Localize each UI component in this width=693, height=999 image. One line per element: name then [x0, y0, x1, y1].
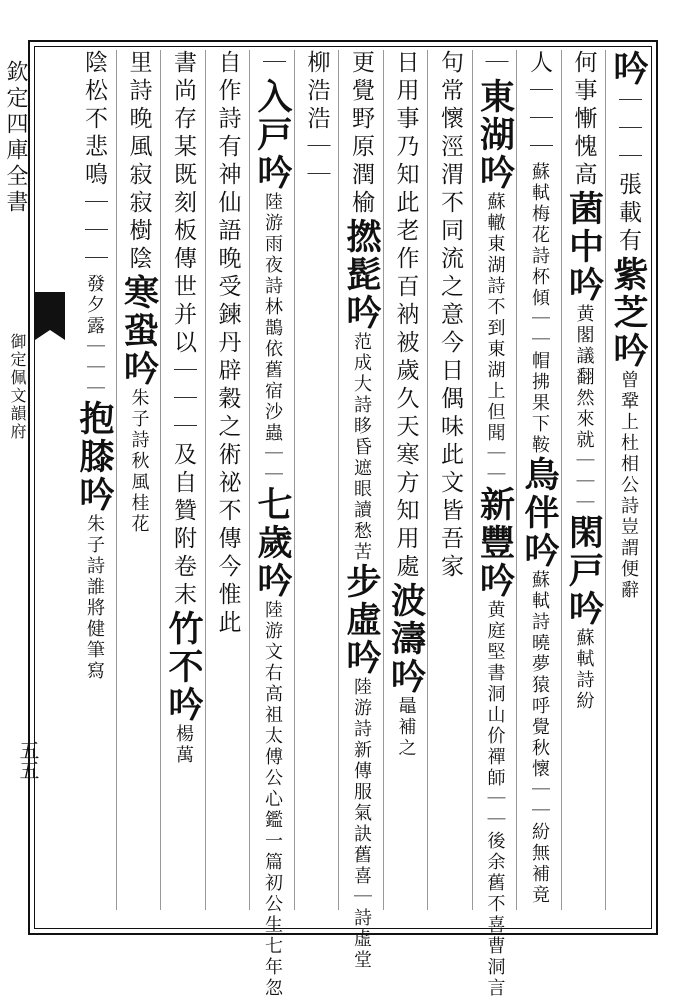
text-column	[252, 50, 293, 999]
entry-text: 自作詩有神仙語晚受鍊丹辟穀之術祕不傳今惟此	[214, 50, 241, 638]
column-rule	[294, 50, 295, 910]
entry-text: 人｜｜｜	[526, 50, 552, 162]
text-column	[210, 50, 246, 920]
entry-text: 陸游文右高祖太傅公心鑑一篇初公生七年忽	[262, 600, 283, 999]
entry-headword: 東湖吟	[474, 78, 516, 192]
column-rule	[427, 50, 428, 910]
entry-text: 更覺野原潤榆	[348, 50, 374, 218]
entry-text: 范成大詩眵昏遮眼讀愁苦	[351, 332, 372, 563]
column-rule	[116, 50, 117, 910]
entry-text: 蘇轍東湖詩不到東湖上但聞｜｜	[484, 192, 506, 486]
entry-headword: 閑戸吟	[563, 514, 605, 628]
entry-text: 黄閣議翻然來就｜｜｜	[573, 304, 595, 514]
entry-text: 陰松不悲鳴｜｜｜	[81, 50, 107, 274]
entry-text: 蘇軾詩紛	[573, 628, 595, 712]
text-column	[474, 50, 516, 999]
column-rule	[249, 50, 250, 910]
entry-headword: 新豐吟	[474, 486, 516, 600]
entry-text: 發夕露｜｜｜	[84, 274, 105, 400]
entry-text: 詩虛堂	[351, 908, 372, 971]
entry-headword: 鳥伴吟	[519, 456, 560, 570]
entry-headword: 波濤吟	[385, 582, 427, 696]
column-rule	[205, 50, 206, 910]
entry-headword: 菌中吟	[563, 190, 605, 304]
margin-subtitle: 御定佩文韻府	[8, 333, 27, 441]
entry-text: 蘇軾梅花詩杯傾｜｜帽拂果下鞍	[529, 162, 550, 456]
entry-text: 何事慚愧高	[570, 50, 597, 190]
column-rule	[383, 50, 384, 910]
text-column	[74, 50, 115, 920]
entry-text: 蘇軾詩曉夢猿呼覺秋懷｜｜	[529, 570, 550, 822]
entry-headword: 寒蛩吟	[118, 274, 160, 388]
column-rule	[160, 50, 161, 910]
entry-headword: 抱膝吟	[74, 400, 115, 514]
entry-text: 句常懷涇渭不同流之意今日偶味此文皆吾家	[437, 50, 463, 582]
entry-text: 里詩晚風寂寂樹陰	[125, 50, 152, 274]
entry-headword: 吟	[608, 50, 649, 88]
entry-headword: 紫芝吟	[608, 256, 649, 370]
text-column	[432, 50, 468, 920]
entry-text: 鼂補之	[395, 696, 417, 759]
text-column	[163, 50, 204, 920]
text-column	[299, 50, 335, 920]
page-number: 五五	[16, 740, 40, 780]
entry-text: 日用事乃知此老作百衲被歲久天寒方知用處	[392, 50, 419, 582]
entry-text: 曾鞏上杜相公詩豈謂便辭	[618, 370, 639, 601]
margin-title: 欽定四庫全書	[3, 60, 28, 216]
entry-headword: 入戸吟	[252, 78, 293, 192]
text-column	[118, 50, 160, 920]
column-rule	[338, 50, 339, 910]
entry-text: 紛無補竟	[529, 822, 550, 906]
entry-text: 朱子詩誰將健筆寫	[84, 514, 105, 682]
entry-text: 楊萬	[173, 724, 194, 766]
entry-text: ｜｜｜張載有	[615, 88, 641, 256]
column-rule	[472, 50, 473, 910]
entry-headword: 竹不吟	[163, 610, 204, 724]
text-column	[385, 50, 427, 920]
entry-text: 書尚存某既刻板傳世并以｜｜｜及自贊附卷末	[170, 50, 196, 610]
entry-headword: 步虛吟	[341, 563, 382, 677]
entry-text: 陸游詩新傳服氣訣舊喜｜	[351, 677, 372, 908]
entry-headword: 撚髭吟	[341, 218, 382, 332]
entry-text: 陸游雨夜詩林鵲依舊宿沙蟲｜｜	[262, 192, 283, 486]
entry-text: ｜	[259, 50, 285, 78]
entry-text: 柳浩浩｜｜	[303, 50, 330, 190]
entry-headword: 七歲吟	[252, 486, 293, 600]
text-column	[608, 50, 649, 920]
column-rule	[516, 50, 517, 910]
fishtail-mark-icon	[35, 292, 65, 330]
entry-text: 朱子詩秋風桂花	[128, 388, 150, 535]
entry-text: ｜	[481, 50, 508, 78]
text-column	[563, 50, 605, 920]
column-rule	[605, 50, 606, 910]
text-column	[519, 50, 560, 920]
column-rule	[561, 50, 562, 910]
text-column	[341, 50, 382, 971]
entry-text: 黄庭堅書洞山价禪師｜｜後余舊不喜曹洞言	[484, 600, 506, 999]
